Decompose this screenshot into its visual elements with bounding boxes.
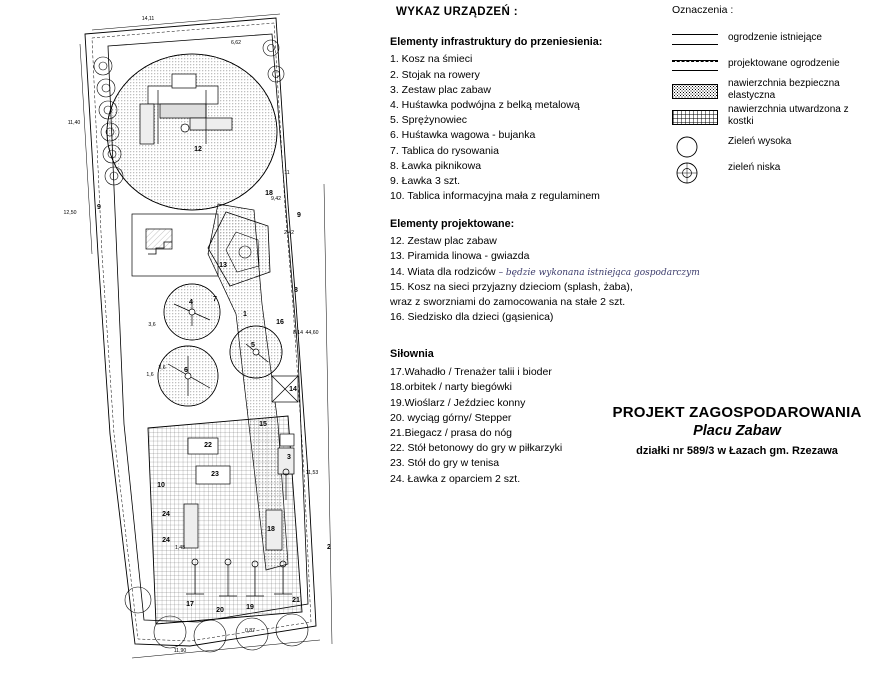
callout-number: 3 [287,454,291,461]
callout-number: 6 [184,367,188,374]
list-item: 6. Huśtawka wagowa - bujanka [390,129,536,142]
dimension-label: 11,53 [305,470,319,476]
callout-number: 5 [251,342,255,349]
callout-number: 18 [265,190,273,197]
planned-fence-icon [672,57,718,72]
legend-label: projektowane ogrodzenie [728,58,840,69]
list-item: 17.Wahadło / Trenażer talii i bioder [390,366,552,379]
list-item: 12. Zestaw plac zabaw [390,235,497,248]
list-item: 3. Zestaw plac zabaw [390,83,491,96]
legend-row-planned-fence [672,52,872,76]
legend-label: zieleń niska [728,162,781,173]
callout-number: 9 [97,204,101,211]
callout-number: 4 [189,299,193,306]
list-item: 18.orbitek / narty biegówki [390,381,512,394]
dimension-label: 3,6 [148,322,156,328]
list-item: 20. wyciąg górny/ Stepper [390,411,512,424]
list-item: 2. Stojak na rowery [390,68,480,81]
callout-number: 23 [211,471,219,478]
dimension-label: 9,42 [270,196,282,202]
legend-row-paved-surface [672,104,872,128]
project-title-block [612,404,862,457]
list-item [390,265,700,280]
planned-group-heading: Elementy projektowane: [390,217,515,230]
list-item: 5. Sprężynowiec [390,114,468,127]
list-item-text: 14. Wiata dla rodziców [390,265,496,278]
project-title-line1: PROJEKT ZAGOSPODAROWANIA [612,404,862,421]
dimension-label: 11 [284,170,290,176]
callout-number: 15 [259,421,267,428]
dimension-label: 11,40 [67,120,81,126]
paved-surface-icon [672,109,718,124]
callout-number: 22 [204,442,212,449]
dimension-label: 0,87 [244,628,256,634]
dimension-label: 1,48 [174,545,186,551]
list-item: 13. Piramida linowa - gwiazda [390,250,530,263]
callout-number: 14 [289,386,297,393]
device-list-title: WYKAZ URZĄDZEŃ : [396,6,519,18]
callout-number: 17 [186,601,194,608]
list-item: 8. Ławka piknikowa [390,159,482,172]
callout-number: 13 [219,262,227,269]
callout-number: 20 [216,607,224,614]
markings-title: Oznaczenia : [672,4,734,16]
list-item: wraz z sworzniami do zamocowania na stałe 2 szt. [390,296,626,309]
callout-number: 24 [162,511,170,518]
gym-group-heading: Siłownia [390,348,434,361]
project-title-line2: Placu Zabaw [693,423,781,439]
callout-number: 10 [157,482,165,489]
legend-label: nawierzchnia utwardzona z kostki [728,104,849,127]
list-item: 1. Kosz na śmieci [390,53,473,66]
list-item: 15. Kosz na sieci przyjazny dzieciom (splash, żaba), [390,280,633,293]
callout-number: 7 [213,296,217,303]
project-title-line3: działki nr 589/3 w Łazach gm. Rzezawa [636,445,838,457]
dimension-label: 12,50 [63,210,77,216]
list-item: 24. Ławka z oparciem 2 szt. [390,472,521,485]
middle-zone [132,214,218,276]
list-item: 10. Tablica informacyjna mała z regulaminem [390,190,600,203]
callout-number: 16 [276,319,284,326]
callout-number: 8 [294,287,298,294]
tall-green-icon [672,135,718,150]
list-item: 23. Stół do gry w tenisa [390,457,500,470]
callout-number: 21 [292,597,300,604]
list-item: 22. Stół betonowy do gry w piłkarzyki [390,442,563,455]
dimension-label: 1,6 [146,372,154,378]
list-item: 21.Biegacz / prasa do nóg [390,426,513,439]
callout-number: 24 [162,537,170,544]
callout-number: 2 [327,544,331,551]
legend-label: Zieleń wysoka [728,136,792,147]
list-item: 16. Siedzisko dla dzieci (gąsienica) [390,311,554,324]
callout-number: 1 [243,311,247,318]
handwritten-annotation: – będzie wykonana istniejąca gospodarczym [498,267,700,278]
legend-row-low-green [672,156,872,180]
legend-row-safe-surface [672,78,872,102]
low-green-icon [672,161,718,176]
safe-surface-icon [672,83,718,98]
transfer-group-heading: Elementy infrastruktury do przeniesienia: [390,35,603,48]
dimension-label: 11,90 [173,648,187,654]
dimension-label: 44,60 [305,330,319,336]
list-item: 9. Ławka 3 szt. [390,175,461,188]
markings-legend [672,4,872,182]
legend-label: nawierzchnia bezpieczna elastyczna [728,78,840,101]
callout-number: 9 [297,212,301,219]
legend-row-existing-fence [672,26,872,50]
list-item: 19.Wioślarz / Jeździec konny [390,396,526,409]
callout-number: 19 [246,604,254,611]
dimension-label: 6,62 [230,40,242,46]
callout-number: 18 [267,526,275,533]
legend-row-tall-green [672,130,872,154]
dimension-label: 14,11 [141,16,155,22]
dimension-label: 2,42 [283,230,295,236]
dimension-label: 8,14 [292,330,304,336]
legend-label: ogrodzenie istniejące [728,32,822,43]
callout-number: 12 [194,146,202,153]
dimension-label: 2,6 [158,365,166,371]
list-item: 7. Tablica do rysowania [390,144,499,157]
existing-fence-icon [672,31,718,46]
site-plan-drawing [40,4,340,672]
list-item: 4. Huśtawka podwójna z belką metalową [390,98,580,111]
